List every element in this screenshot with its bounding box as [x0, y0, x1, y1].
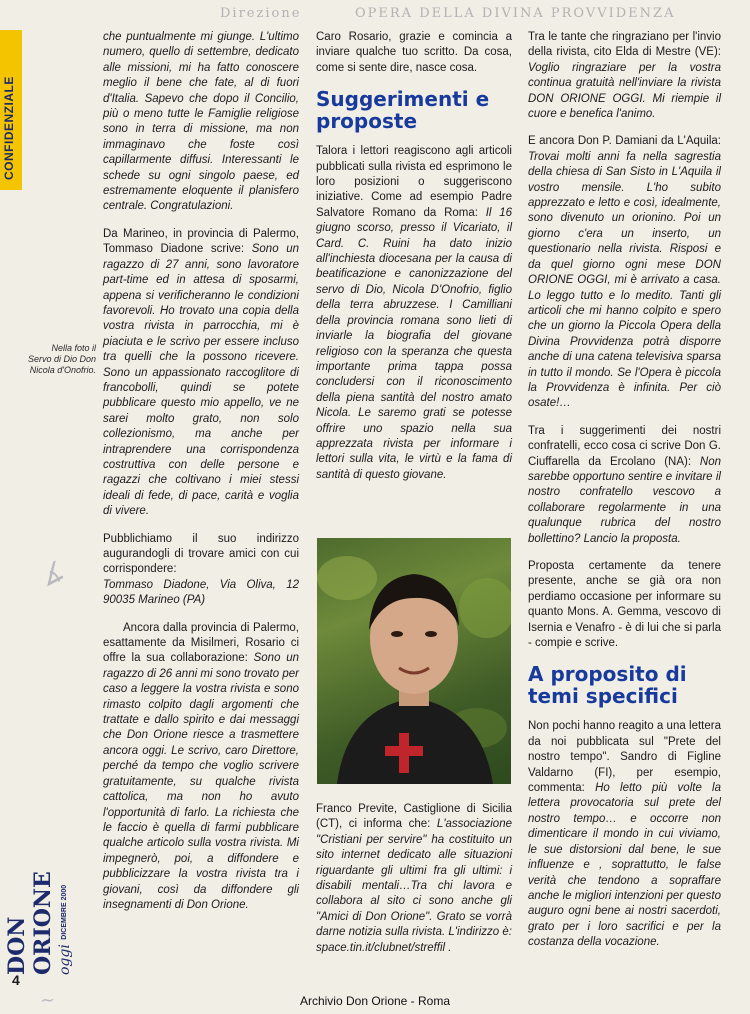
paragraph	[528, 30, 721, 122]
magazine-logo	[4, 840, 73, 975]
paragraph	[103, 532, 299, 609]
letter-intro: Tra i suggerimenti dei nostri confratelli, ecco cosa ci scrive Don G. Ciuffarella da Ercolano (NA):	[528, 424, 721, 468]
paragraph	[528, 719, 721, 950]
watermark-direzione: Direzione	[220, 6, 302, 21]
paragraph-text: Pubblichiamo il suo indirizzo augurandogli di trovare amici con cui corrispondere:	[103, 532, 299, 576]
portrait-photo	[317, 538, 511, 784]
paragraph	[316, 144, 512, 483]
paragraph: Caro Rosario, grazie e comincia a inviare qualche tuo scritto. Da cosa, come si sente dire, nasce cosa.	[316, 31, 512, 74]
letter-intro: Franco Previte, Castiglione di Sicilia (CT), ci informa che:	[316, 803, 512, 831]
paragraph	[103, 621, 299, 914]
letter-intro: Da Marineo, in provincia di Palermo, Tommaso Diadone scrive:	[103, 227, 299, 256]
letter-quote: Non sarebbe opportuno sentire e invitare il nostro confratello vescovo a collaborare regolarmente in una qualunque rubrica del nostro bollettino? Lancio la proposta.	[528, 455, 721, 545]
letter-intro: Non pochi hanno reagito a una lettera da noi pubblicata sul "Prete del nostro tempo". Sandro di Figline Valdarno (FI), per esempio, commenta:	[528, 720, 721, 795]
paragraph	[528, 424, 721, 547]
letter-quote: Ho letto più volte la lettera provocatoria sul prete del nostro tempo… e occorre non dimenticare il mondo in cui viviamo, le sue distorsioni dal bene, le sue influenze e , soprattutto, le false verità che tendono a sopraffare anche le migliori intenzioni per questo auguro ogni bene ai nostri sacerdoti, grato per i loro sacrifici e per la costanza della vocazione.	[528, 782, 722, 949]
column-2-continued	[316, 802, 512, 968]
letter-quote: Il 16 giugno scorso, presso il Vicariato, il Card. C. Ruini ha dato inizio all'inchiesta diocesana per la causa di beatificazione e canonizzazione del servo di Dio, Nicola D'Onofrio, figlio della terra abruzzese. I Camilliani della provincia romana sono lieti di inviarle la biografia del giovane religioso con la speranza che questa importante prima tappa possa concludersi con il riconoscimento della piena santità del nostro amato Nicola. Le saremo grati se potesse offrire uno spazio nella sua apprezzata rivista per informare i lettori sulla vita, le virtù e la fama di santità di questo giovane.	[316, 206, 512, 481]
paragraph	[528, 134, 721, 411]
column-2	[316, 30, 512, 495]
letter-quote: Sono un ragazzo di 26 anni mi sono trovato per caso a leggere la vostra rivista e sono rimasto colpito dagli argomenti che trattate e dallo spirito e dai messaggi che Don Orione riesce a trasmettere ancora oggi. Le scrivo, caro Direttore, perché da tempo che voglio scrivere gratuitamente, su qualche rivista cattolica, ma non ho avuto l'opportunità di farlo. La richiesta che le faccio è quella di farmi pubblicare qualche articolo sulla vostra rivista. Mi impegnerò, poi, a diffondere e pubblicizzare la vostra rivista tra i giovani, così da diffondere gli insegnamenti di Don Orione.	[103, 652, 299, 911]
archive-footer: Archivio Don Orione - Roma	[299, 994, 451, 1008]
watermark-opera: OPERA DELLA DIVINA PROVVIDENZA	[355, 6, 676, 21]
letter-quote: Voglio ringraziare per la vostra continua gratuità nell'inviare la rivista DON ORIONE OGGI. Mi riempie il cuore e benefica l'animo.	[528, 61, 721, 121]
letter-quote: L'associazione "Cristiani per servire" ha costituito un sito internet dedicato alle situazioni riguardante gli ultimi fra gli ultimi: i disabili mentali…Tra chi lavora e collabora al sito ci sono anche gli "Amici di Don Orione". Grato se vorrà darne notizia sulla rivista. L'indirizzo è: space.tin.it/clubnet/streffil .	[316, 818, 512, 954]
section-heading: Suggerimenti e proposte	[316, 87, 490, 134]
letter-intro: E ancora Don P. Damiani da L'Aquila:	[528, 135, 721, 148]
paragraph	[103, 227, 299, 520]
section-heading: A proposito di temi specifici	[528, 662, 687, 709]
issue-date: DICEMBRE 2000	[61, 884, 68, 940]
handwriting-mark: ∡	[34, 556, 69, 594]
paragraph: Proposta certamente da tenere presente, anche se già ora non perdiamo occasione per informare su quanto Mons. A. Gemma, vescovo di Isernia e Venafro - è di lui che si parla - compie e scrive.	[528, 560, 721, 650]
letter-quote: Trovai molti anni fa nella sagrestia della chiesa di San Sisto in L'Aquila il vostro mensile. L'ho subito apprezzato e letto e così, idealmente, sono divenuto un orionino. Poi un giorno c'era un inserto, un questionario nella rivista. Risposi e da quel giorno ogni mese DON ORIONE OGGI, mi è arrivato a casa. Lo leggo tutto e lo medito. Tanti gli articoli che mi hanno colpito e spero che un giorno la Piccola Opera della Divina Provvidenza potrà disporre anche di una catena televisiva sparsa in tutto il mondo. Se l'Opera è piccola la Provvidenza è infinita. Per ciò osate!…	[528, 150, 721, 410]
logo-subtitle: oggi	[57, 944, 73, 975]
photo-caption: Nella foto il Servo di Dio Don Nicola d'Onofrio.	[27, 343, 96, 375]
letter-intro: Ancora dalla provincia di Palermo, esattamente da Misilmeri, Rosario ci offre la sua collaborazione:	[103, 621, 299, 665]
letter-quote: Sono un ragazzo di 27 anni, sono lavoratore part-time ed in attesa di sposarmi, appena si verificheranno le condizioni favorevoli. Ho trovato una copia della vostra rivista in parrocchia, mi è piaciuta e le scrivo per essere incluso tra quelli che la possono ricevere. Sono un appassionato raccoglitore di francobolli, quindi se potete pubblicare questo mio appello, ve ne sarei molto grato, non solo collezionismo, ma anche per intraprendere una corrispondenza costruttiva con delle persone e ragazzi che coltivano i miei stessi ideali di fede, di pace, carità e voglia di vivere.	[103, 243, 299, 518]
portrait-illustration	[317, 538, 511, 784]
handwriting-mark: ~	[39, 989, 56, 1012]
address: Tommaso Diadone, Via Oliva, 12 90035 Marineo (PA)	[103, 578, 299, 607]
paragraph: che puntualmente mi giunge. L'ultimo numero, quello di settembre, dedicato alle missioni, mi ha fatto conoscere meglio il bene che fate, al di fuori d'Italia. Sapevo che dopo il Concilio, più o meno tutte le Famiglie religiose sono in terra di missione, ma non immaginavo che foste così capillarmente diffusi. Interessanti le schede su ogni singolo paese, ed estremamente eloquente il planisfero centrale. Congratulazioni.	[103, 31, 299, 213]
letter-intro: Talora i lettori reagiscono agli articoli pubblicati sulla rivista ed esprimono le loro posizioni o suggeriscono iniziative. Come ad esempio Padre Salvatore Romano da Roma:	[316, 145, 512, 219]
column-1	[103, 30, 299, 925]
letter-intro: Tra le tante che ringraziano per l'invio della rivista, cito Elda di Mestre (VE):	[528, 31, 721, 59]
column-3	[528, 30, 721, 963]
page-number: 4	[12, 972, 20, 988]
paragraph	[316, 802, 512, 956]
section-band-label: CONFIDENZIALE	[2, 76, 16, 180]
logo-title: DON ORIONE	[4, 871, 56, 975]
